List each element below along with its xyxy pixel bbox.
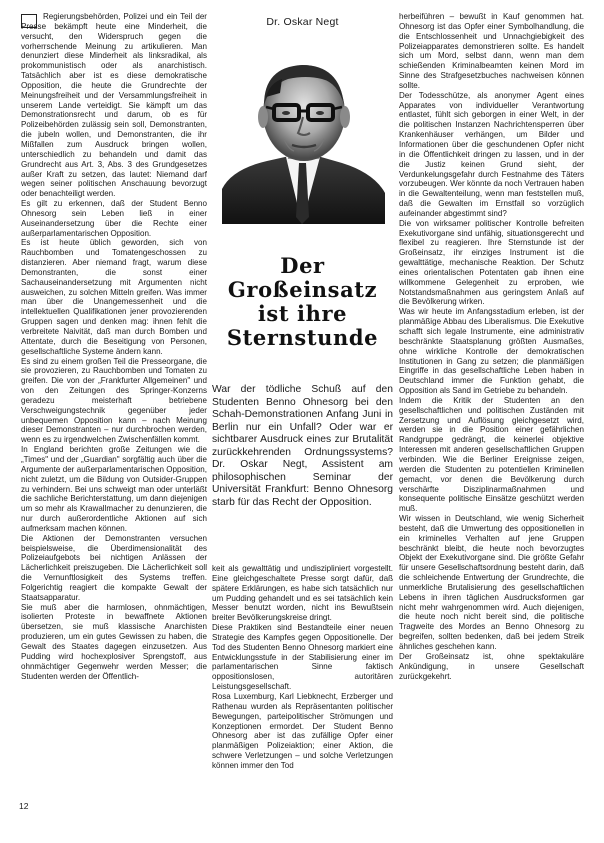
intro-paragraph: War der tödliche Schuß auf den Studenten Benno Ohnesorg bei den Schah-Demonstrationen Anfang Juni in Berlin nur ein Unfall? Oder war er sichtbarer Ausdruck eines zur Brutalität zurückkehrenden Ordnungssystems? Dr. Oskar Negt, Assistent am philosophischen Seminar der Universität Frankfurt: Benno Ohnesorg starb für das Recht der Opposition.: [212, 384, 393, 508]
paragraph: Diese Praktiken sind Bestandteile einer neuen Strategie des Kampfes gegen Oppositionelle. Der Tod des Studenten Benno Ohnesorg markiert eine Entwicklungsstufe in der Stabilisierung einer im parlamentarischen Sinne faktisch oppositionslosen, autoritären Leistungsgesellschaft.: [212, 623, 393, 692]
headline: [212, 254, 393, 350]
paragraph: Es sind zu einem großen Teil die Presseorgane, die sie provozieren, zu Rauchbomben und Tomaten zu greifen. Die von der „Frankfurter Allgemeinen" und von den Zeitungen des Springer-Konzerns geradezu meisterhaft betriebene Verschweigungstechnik gegenüber jeder unbequemen Opposition kann – nach Meinung dieser Demonstranten – nur durchbrochen werden, wenn es zu irgendwelchen Zwischenfällen kommt.: [21, 356, 207, 445]
headline-line: Der Großeinsatz: [227, 253, 378, 302]
page-number: 12: [19, 801, 29, 811]
author-byline: Dr. Oskar Negt: [266, 16, 339, 28]
author-portrait: [222, 57, 385, 224]
paragraph: Indem die Kritik der Studenten an den gesellschaftlichen und politischen Zuständen mit Zersetzung und Auflösung gleichgesetzt wird, werden sie in die Position einer gefährlichen Randgruppe gedrängt, die keinerlei objektive Interessen mit anderen gesellschaftlichen Gruppen verbinden. Wie die Berliner Ereignisse zeigen, werden die Studenten zu potentiellen Kriminellen gemacht, vor denen die Bevölkerung durch verschärfte Disziplinarmaßnahmen und konsequente politische Einsätze geschützt werden muß.: [399, 395, 584, 514]
paragraph: herbeiführen – bewußt in Kauf genommen hat. Ohnesorg ist das Opfer einer Symbolhandlung, die die Entschlossenheit und Unnachgiebigkeit des Polizeiapparates demonstrieren sollte. Es handelt sich um Mord, selbst dann, wenn man dem schießenden Kriminalbeamten keinen Mord im Sinne des Strafgesetzbuches nachweisen können sollte.: [399, 12, 584, 90]
paragraph: Sie muß aber die harmlosen, ohnmächtigen, isolierten Proteste in bewaffnete Aktionen übersetzen, sie muß klassische Anarchisten produzieren, um ein gutes Gewissen zu haben, die Gewalt des Staates dagegen einzusetzen. Aus Pudding wird hochexplosiver Sprengstoff, aus ohnmächtiger Gegenwehr werden Messer; die Studenten werden der Öffentlich-: [21, 602, 207, 681]
paragraph: Es gilt zu erkennen, daß der Student Benno Ohnesorg sein Leben ließ in einer Auseinandersetzung über die Rechte einer außerparlamentarischen Opposition.: [21, 199, 207, 238]
headline-line: Sternstunde: [226, 325, 379, 350]
paragraph: Die Aktionen der Demonstranten versuchen beispielsweise, die Überdimensionalität des Polizeiaufgebots bei nichtigen Anlässen der Lächerlichkeit preiszugeben. Die Lächerlichkeit soll die Vernunftlosigkeit des Systems treffen. Folgerichtig reagiert die kompakte Gewalt der Staatsapparatur.: [21, 533, 207, 602]
paragraph: Der Todesschütze, als anonymer Agent eines Apparates von individueller Verantwortung entlastet, fühlt sich geborgen in einer Welt, in der die politischen Instanzen Nachrichtensperren über Krankenhäuser verhängen, um Bilder und Informationen über die geschundenen Opfer nicht in die Öffentlichkeit dringen zu lassen, und in der die Justiz keinen Grund sieht, der Verdunkelungsgefahr durch Festnahme des Täters vorzubeugen. Wer könnte da noch Vertrauen haben in die Gewaltenteilung, wenn man feststellen muß, daß die Gewalten im Ernstfall so vorzüglich aufeinander abgestimmt sind?: [399, 90, 584, 218]
paragraph: Der Großeinsatz ist, ohne spektakuläre Ankündigung, in unsere Gesellschaft zurückgekehrt.: [399, 651, 584, 681]
paragraph: keit als gewalttätig und undiszipliniert vorgestellt. Eine gleichgeschaltete Presse sorgt dafür, daß spätere Erklärungen, es habe sich tatsächlich nur um Pudding gehandelt und es sei tatsächlich kein Messer benutzt worden, nicht ins Bewußtsein breiter Bevölkerungskreise dringt.: [212, 564, 393, 623]
article-column-right: [399, 12, 584, 790]
paragraph: Was wir heute im Anfangsstadium erleben, ist der planmäßige Abbau des Liberalismus. Die Exekutive schafft sich legale Instrumente, eine administrativ beschränkte Staatsplanung größten Ausmaßes, ohne wirkliche Kontrolle der demokratischen Institutionen in Gang zu setzen; die planmäßigen Eingriffe in das gesellschaftliche Leben haben in Deutschland immer die Funktion gehabt, die Opposition als Sand im Getriebe zu behandeln.: [399, 307, 584, 396]
paragraph: Es ist heute üblich geworden, sich von Rauchbomben und Tomatengeschossen zu distanzieren. Aber niemand fragt, warum diese Demonstranten, die sonst einer Sachauseinandersetzung mit Argumenten nicht ausweichen, zu solchen Mitteln greifen. Was immer man über die Unangemessenheit und die intellektuellen Qualifikationen jener provozierenden Gruppen sagen und denken mag: ihnen fehlt die verbreitete Naivität, daß man durch Bomben und Attentate, durch die Beseitigung von Personen, gesellschaftliche Systeme ändern kann.: [21, 238, 207, 356]
article-column-left: [21, 12, 207, 790]
paragraph: Rosa Luxemburg, Karl Liebknecht, Erzberger und Rathenau wurden als Repräsentanten politischer Bewegungen, parteipolitischer Strömungen und Konzeptionen ermordet. Der Student Benno Ohnesorg aber ist das zufällige Opfer einer planmäßigen Polizeiaktion; einer Aktion, die schwere Verletzungen – und solche Verletzungen können immer den Tod: [212, 691, 393, 770]
paragraph: In England berichten große Zeitungen wie die „Times" und der „Guardian" sorgfältig auch über die Argumente der außerparlamentarischen Opposition, nicht zuletzt, um die Bildung von Outsider-Gruppen zu verhindern. Bei uns schweigt man oder unterläßt die sachliche Berichterstattung, um dann diejenigen um so mehr als Krawallmacher zu denunzieren, die nur durch außerordentliche Aktionen auf sich aufmerksam machen können.: [21, 445, 207, 533]
paragraph: Die von wirksamer politischer Kontrolle befreiten Exekutivorgane sind unfähig, situationsgerecht und flexibel zu reagieren. Ihre Sternstunde ist der Großeinsatz, ihr einziges Instrument ist die gewalttätige, mechanische Reaktion. Der Schutz eines orientalischen Potentaten gab ihnen eine willkommene Gelegenheit zu erproben, wie Notstandsmaßnahmen aus geringstem Anlaß auf die Bevölkerung wirken.: [399, 218, 584, 307]
paragraph: Wir wissen in Deutschland, wie wenig Sicherheit besteht, daß die Umwertung des oppositionellen in ein kriminelles Verhalten auf jene Gruppen beschränkt bleibt, die heute noch bevorzugtes Objekt der Exekutivorgane sind. Die größte Gefahr für unsere Gesellschaftsordnung besteht darin, daß die schleichende Entwertung der Grundrechte, die unmerkliche Brutalisierung des gesellschaftlichen Lebens in ihren täglichen Ausdrucksformen gar nicht mehr wahrgenommen wird. Auch diejenigen, die heute noch nicht bereit sind, die politische Tragweite des Mordes an Benno Ohnesorg zu begreifen, sollten bedenken, daß bei jedem Streik ähnliches geschehen kann.: [399, 514, 584, 651]
article-column-middle: [212, 564, 393, 790]
headline-line: ist ihre: [257, 301, 348, 326]
paragraph: Regierungsbehörden, Polizei und ein Teil der Presse bekämpft heute eine Minderheit, die versucht, den Widerspruch gegen die vorherrschende Meinung zu artikulieren. Man denunziert diese Minderheit als linksradikal, als prokommunistisch oder als anarchistisch. Tatsächlich aber ist es diese demokratische Opposition, die heute die Grundrechte der Meinungsfreiheit und der Versammlungsfreiheit in unserem Lande verteidigt. Sie kämpft um das Demonstrationsrecht und darum, ob es für Polizeibehörden zulässig sein soll, Demonstranten, die jubeln wollen, und Demonstranten, die ihr Mißfallen zum Ausdruck bringen wollen, unterschiedlich zu behandeln und damit das Grundrecht aus Art. 3, Abs. 3 des Grundgesetzes außer Kraft zu setzen, das lautet: Niemand darf wegen seiner politischen Anschauung bevorzugt oder benachteiligt werden.: [21, 12, 207, 199]
